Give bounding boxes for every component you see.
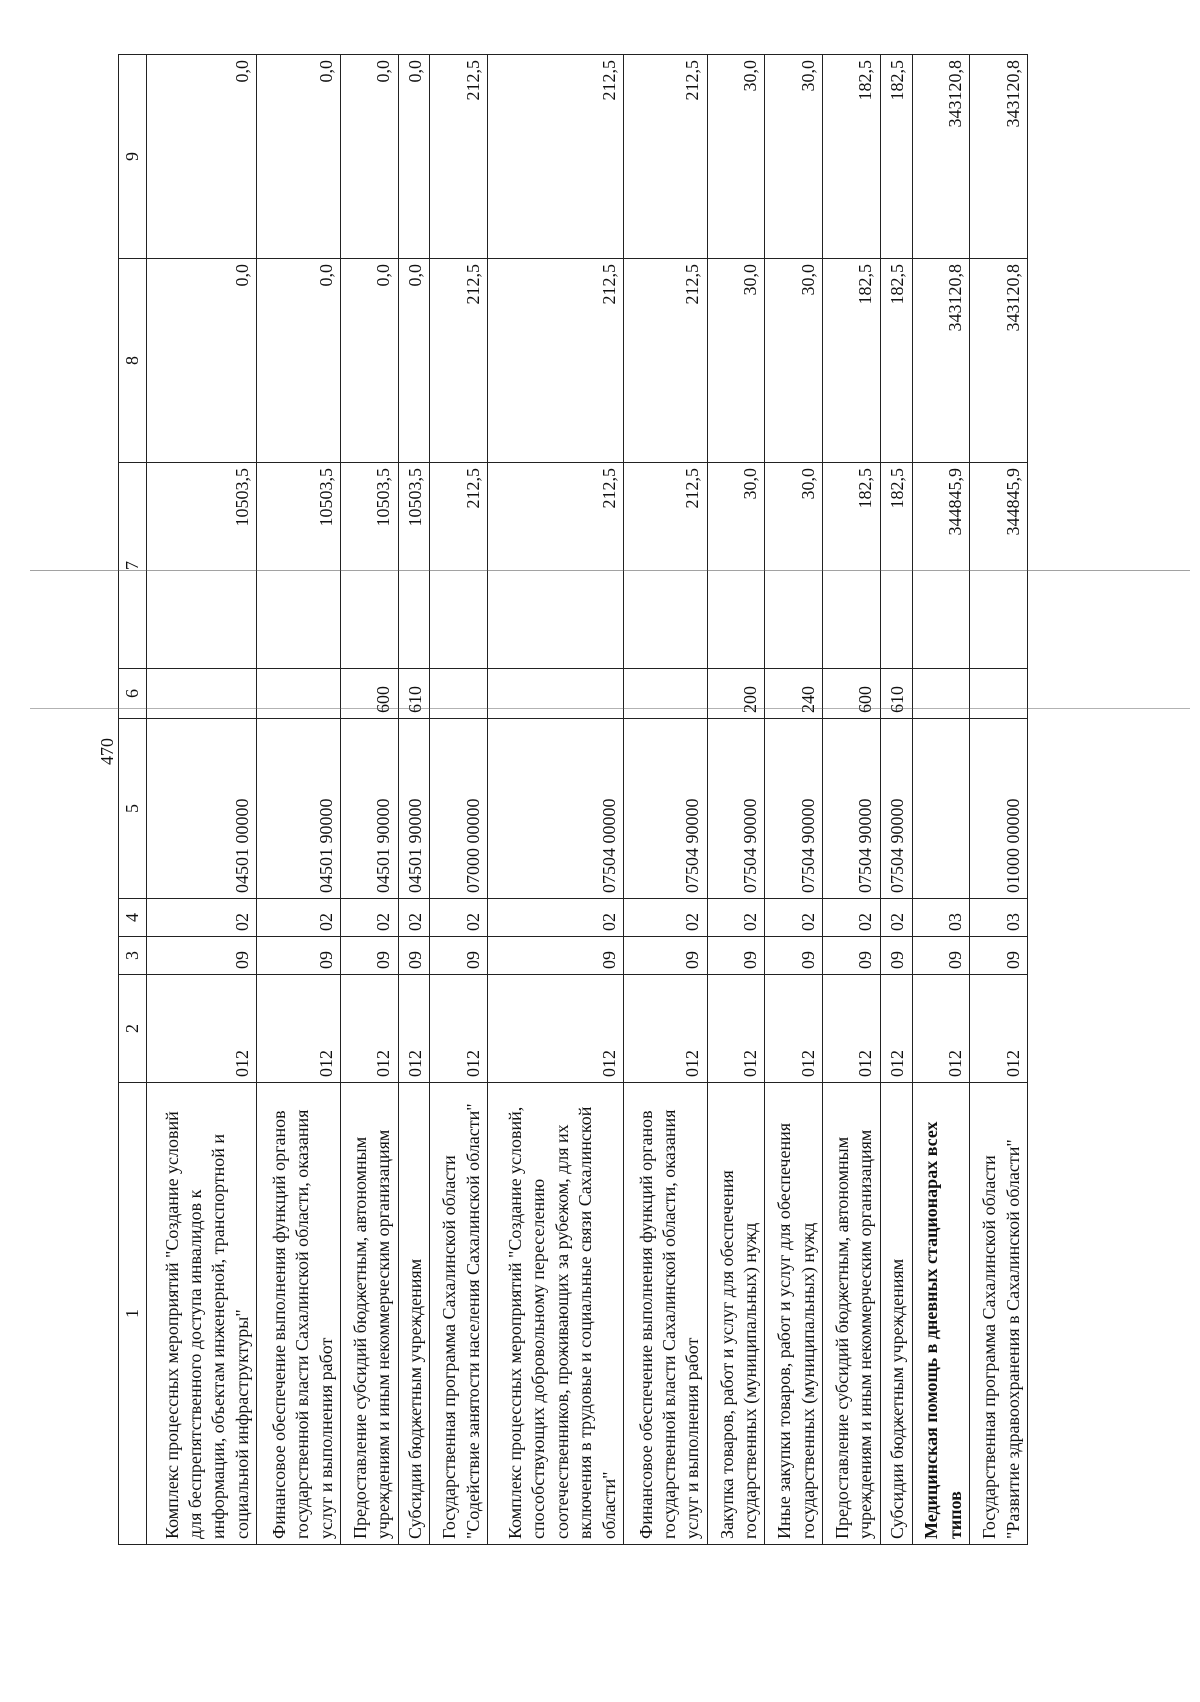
col-8-value: 0,0 bbox=[341, 259, 399, 463]
row-name: Субсидии бюджетным учреждениям bbox=[398, 1083, 430, 1545]
col-9-value: 182,5 bbox=[823, 55, 881, 259]
table-row bbox=[341, 55, 399, 1545]
col-7-value: 30,0 bbox=[707, 463, 765, 669]
col-3-value: 09 bbox=[257, 937, 341, 975]
col-4-value: 02 bbox=[430, 899, 488, 937]
col-9-value: 212,5 bbox=[430, 55, 488, 259]
col-2-value: 012 bbox=[765, 975, 823, 1083]
col-7-value: 182,5 bbox=[823, 463, 881, 669]
col-2-value: 012 bbox=[430, 975, 488, 1083]
col-2-value: 012 bbox=[707, 975, 765, 1083]
col-2-value: 012 bbox=[880, 975, 912, 1083]
table-row bbox=[398, 55, 430, 1545]
row-name: Комплекс процессных мероприятий "Создание условий, способствующих добровольному переселению соотечественников, проживающих за рубежом, для их включения в трудовые и социальные связи Сахалинской области" bbox=[488, 1083, 624, 1545]
table-row bbox=[257, 55, 341, 1545]
header-col-3: 3 bbox=[119, 937, 147, 975]
col-6-value bbox=[912, 669, 970, 719]
col-3-value: 09 bbox=[147, 937, 257, 975]
row-name: Государственная программа Сахалинской области "Развитие здравоохранения в Сахалинской области" bbox=[970, 1083, 1028, 1545]
col-7-value: 10503,5 bbox=[341, 463, 399, 669]
col-5-value: 07000 00000 bbox=[430, 719, 488, 899]
col-8-value: 0,0 bbox=[398, 259, 430, 463]
row-name: Закупка товаров, работ и услуг для обеспечения государственных (муниципальных) нужд bbox=[707, 1083, 765, 1545]
col-2-value: 012 bbox=[823, 975, 881, 1083]
col-6-value bbox=[430, 669, 488, 719]
header-col-5: 5 bbox=[119, 719, 147, 899]
header-col-9: 9 bbox=[119, 55, 147, 259]
col-3-value: 09 bbox=[488, 937, 624, 975]
col-4-value: 02 bbox=[147, 899, 257, 937]
table-row bbox=[488, 55, 624, 1545]
col-7-value: 212,5 bbox=[488, 463, 624, 669]
col-7-value: 10503,5 bbox=[398, 463, 430, 669]
header-row bbox=[119, 55, 147, 1545]
col-8-value: 212,5 bbox=[488, 259, 624, 463]
header-col-1: 1 bbox=[119, 1083, 147, 1545]
col-5-value: 04501 90000 bbox=[398, 719, 430, 899]
col-3-value: 09 bbox=[623, 937, 707, 975]
col-3-value: 09 bbox=[341, 937, 399, 975]
col-5-value: 01000 00000 bbox=[970, 719, 1028, 899]
col-7-value: 212,5 bbox=[623, 463, 707, 669]
col-6-value: 610 bbox=[880, 669, 912, 719]
col-4-value: 02 bbox=[880, 899, 912, 937]
col-5-value: 07504 90000 bbox=[823, 719, 881, 899]
page-number: 470 bbox=[97, 738, 117, 765]
col-7-value: 30,0 bbox=[765, 463, 823, 669]
col-4-value: 03 bbox=[912, 899, 970, 937]
col-9-value: 0,0 bbox=[147, 55, 257, 259]
row-name: Финансовое обеспечение выполнения функций органов государственной власти Сахалинской области, оказания услуг и выполнения работ bbox=[623, 1083, 707, 1545]
col-4-value: 02 bbox=[257, 899, 341, 937]
col-6-value: 240 bbox=[765, 669, 823, 719]
col-5-value bbox=[912, 719, 970, 899]
col-3-value: 09 bbox=[970, 937, 1028, 975]
table-row bbox=[880, 55, 912, 1545]
col-6-value: 610 bbox=[398, 669, 430, 719]
row-name: Предоставление субсидий бюджетным, автономным учреждениям и иным некоммерческим организациям bbox=[823, 1083, 881, 1545]
col-9-value: 0,0 bbox=[398, 55, 430, 259]
table-row bbox=[623, 55, 707, 1545]
col-9-value: 343120,8 bbox=[970, 55, 1028, 259]
col-7-value: 182,5 bbox=[880, 463, 912, 669]
col-7-value: 344845,9 bbox=[912, 463, 970, 669]
col-5-value: 07504 90000 bbox=[765, 719, 823, 899]
col-3-value: 09 bbox=[398, 937, 430, 975]
col-3-value: 09 bbox=[430, 937, 488, 975]
col-8-value: 30,0 bbox=[707, 259, 765, 463]
header-col-8: 8 bbox=[119, 259, 147, 463]
col-4-value: 03 bbox=[970, 899, 1028, 937]
col-9-value: 212,5 bbox=[488, 55, 624, 259]
col-8-value: 343120,8 bbox=[970, 259, 1028, 463]
col-8-value: 182,5 bbox=[880, 259, 912, 463]
col-2-value: 012 bbox=[912, 975, 970, 1083]
col-9-value: 182,5 bbox=[880, 55, 912, 259]
budget-table bbox=[118, 54, 1028, 1545]
col-4-value: 02 bbox=[823, 899, 881, 937]
table-row bbox=[430, 55, 488, 1545]
col-4-value: 02 bbox=[398, 899, 430, 937]
header-col-2: 2 bbox=[119, 975, 147, 1083]
table-row bbox=[970, 55, 1028, 1545]
scan-artifact-line bbox=[30, 708, 1190, 709]
col-9-value: 343120,8 bbox=[912, 55, 970, 259]
col-5-value: 04501 00000 bbox=[147, 719, 257, 899]
scan-artifact-line bbox=[30, 570, 1190, 571]
col-3-value: 09 bbox=[765, 937, 823, 975]
row-name: Государственная программа Сахалинской области "Содействие занятости населения Сахалинской области" bbox=[430, 1083, 488, 1545]
col-6-value: 200 bbox=[707, 669, 765, 719]
col-4-value: 02 bbox=[707, 899, 765, 937]
col-8-value: 0,0 bbox=[147, 259, 257, 463]
col-4-value: 02 bbox=[341, 899, 399, 937]
table-row bbox=[765, 55, 823, 1545]
col-6-value bbox=[147, 669, 257, 719]
row-name: Иные закупки товаров, работ и услуг для обеспечения государственных (муниципальных) нужд bbox=[765, 1083, 823, 1545]
table-row bbox=[823, 55, 881, 1545]
col-4-value: 02 bbox=[623, 899, 707, 937]
col-8-value: 212,5 bbox=[430, 259, 488, 463]
table-row bbox=[707, 55, 765, 1545]
col-3-value: 09 bbox=[823, 937, 881, 975]
col-5-value: 07504 90000 bbox=[707, 719, 765, 899]
col-4-value: 02 bbox=[488, 899, 624, 937]
col-6-value bbox=[623, 669, 707, 719]
col-4-value: 02 bbox=[765, 899, 823, 937]
col-2-value: 012 bbox=[488, 975, 624, 1083]
row-name: Финансовое обеспечение выполнения функций органов государственной власти Сахалинской области, оказания услуг и выполнения работ bbox=[257, 1083, 341, 1545]
col-8-value: 343120,8 bbox=[912, 259, 970, 463]
col-8-value: 212,5 bbox=[623, 259, 707, 463]
col-9-value: 30,0 bbox=[765, 55, 823, 259]
col-3-value: 09 bbox=[880, 937, 912, 975]
col-6-value bbox=[488, 669, 624, 719]
col-5-value: 07504 90000 bbox=[880, 719, 912, 899]
col-7-value: 10503,5 bbox=[147, 463, 257, 669]
header-col-4: 4 bbox=[119, 899, 147, 937]
col-6-value: 600 bbox=[341, 669, 399, 719]
col-7-value: 10503,5 bbox=[257, 463, 341, 669]
table-row bbox=[912, 55, 970, 1545]
col-5-value: 07504 90000 bbox=[623, 719, 707, 899]
header-col-6: 6 bbox=[119, 669, 147, 719]
col-2-value: 012 bbox=[147, 975, 257, 1083]
col-5-value: 04501 90000 bbox=[257, 719, 341, 899]
col-3-value: 09 bbox=[707, 937, 765, 975]
col-9-value: 0,0 bbox=[257, 55, 341, 259]
header-col-7: 7 bbox=[119, 463, 147, 669]
col-6-value bbox=[257, 669, 341, 719]
col-9-value: 212,5 bbox=[623, 55, 707, 259]
col-8-value: 0,0 bbox=[257, 259, 341, 463]
col-8-value: 30,0 bbox=[765, 259, 823, 463]
col-7-value: 344845,9 bbox=[970, 463, 1028, 669]
row-name: Предоставление субсидий бюджетным, автономным учреждениям и иным некоммерческим организациям bbox=[341, 1083, 399, 1545]
row-name: Медицинская помощь в дневных стационарах всех типов bbox=[912, 1083, 970, 1545]
table-row bbox=[147, 55, 257, 1545]
col-3-value: 09 bbox=[912, 937, 970, 975]
col-2-value: 012 bbox=[341, 975, 399, 1083]
col-8-value: 182,5 bbox=[823, 259, 881, 463]
col-9-value: 0,0 bbox=[341, 55, 399, 259]
col-5-value: 04501 90000 bbox=[341, 719, 399, 899]
col-2-value: 012 bbox=[398, 975, 430, 1083]
row-name: Субсидии бюджетным учреждениям bbox=[880, 1083, 912, 1545]
col-9-value: 30,0 bbox=[707, 55, 765, 259]
col-2-value: 012 bbox=[623, 975, 707, 1083]
col-6-value bbox=[970, 669, 1028, 719]
col-2-value: 012 bbox=[257, 975, 341, 1083]
col-7-value: 212,5 bbox=[430, 463, 488, 669]
rotated-document bbox=[118, 55, 1028, 1545]
col-6-value: 600 bbox=[823, 669, 881, 719]
row-name: Комплекс процессных мероприятий "Создание условий для беспрепятственного доступа инвалидов к информации, объектам инженерной, транспортной и социальной инфраструктуры" bbox=[147, 1083, 257, 1545]
col-5-value: 07504 00000 bbox=[488, 719, 624, 899]
col-2-value: 012 bbox=[970, 975, 1028, 1083]
